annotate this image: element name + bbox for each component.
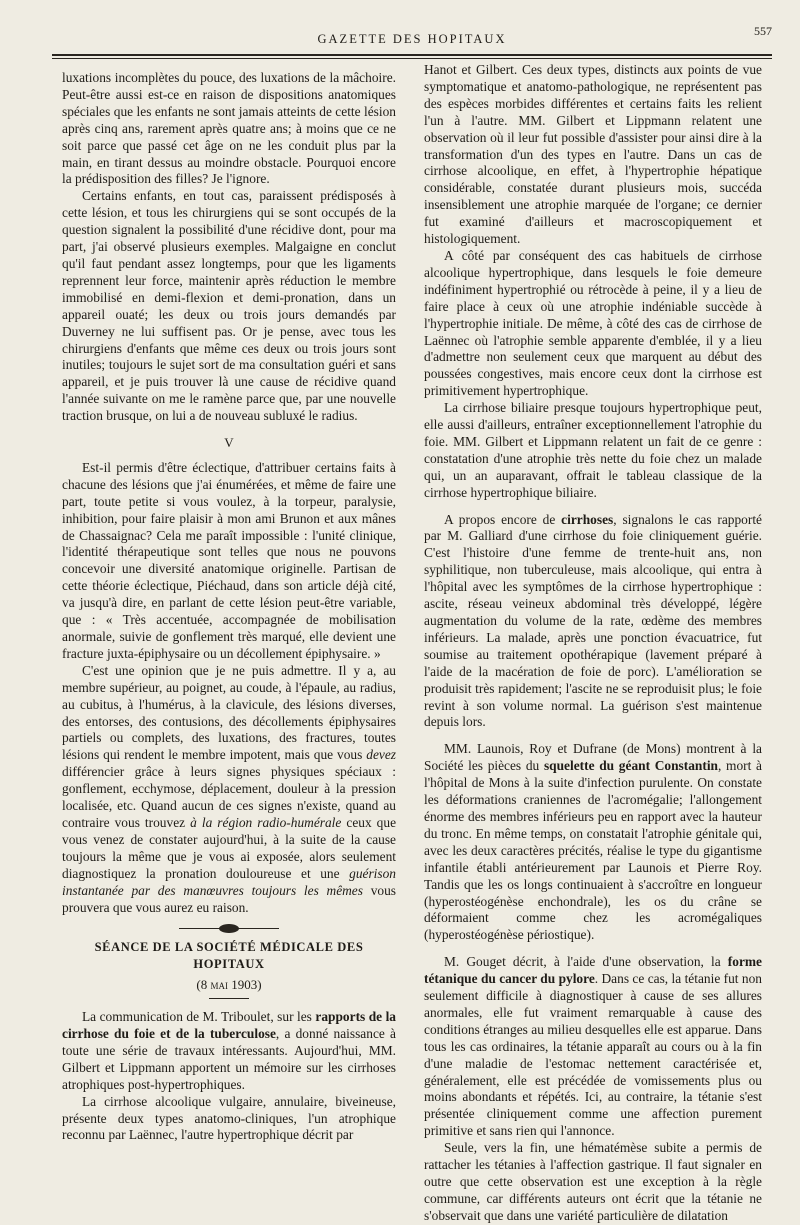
ornament-mark (219, 924, 239, 933)
text-run: C'est une opinion que je ne puis admettre. Il y a, au membre supérieur, au poignet, au coude, à l'épaule, au radius, au cubitus, à l'humérus, à la clavicule, des lésions diverses, des entorses, des contusions, des décollements épiphysaires partiels ou complets, des luxations, des fractures, toutes lésions qui rendent le membre impotent, mais que vous (62, 662, 396, 763)
bold-text: forme tétanique du cancer du pylore (424, 954, 762, 987)
short-rule (209, 998, 249, 999)
paragraph: luxations incomplètes du pouce, des luxations de la mâchoire. Peut-être aussi est-ce en raison de dispositions anatomiques spéciales que les enfants ne sont jamais atteints de cette lésion après cinq ans, rarement après quatre ans; à moins que ce ne soit parce que passé cet âge on ne les conduit plus par la main, en tirant dessus au moindre obstacle. Pourquoi encore la prédisposition des filles? Je l'ignore. (62, 70, 396, 187)
paragraph: Est-il permis d'être éclectique, d'attribuer certains faits à chacune des lésions que j'ai énumérées, et même de faire une part, toute petite si vous voulez, à la torpeur, paralysie, inhibition, pour faire plaisir à mon ami Brunon et aux mânes de Chassaignac? Cela me paraît impossible : l'unité clinique, l'identité thérapeutique sont telles que nous ne pouvons concevoir une diversité anatomique originelle. Partisan de cette théorie éclectique, Piéchaud, dans son article déjà cité, va jusqu'à dire, en parlant de cette lésion peut-être variable, que : « Très accentuée, accompagnée de mobilisation anormale, suivie de gonflement très marqué, elle devient une fracture juxta-épiphysaire ou un décollement épiphysaire. » (62, 459, 396, 661)
paragraph: Seule, vers la fin, une hématémèse subite a permis de rattacher les tétanies à l'affection gastrique. Il faut signaler en outre que cette observation est une exception à la règle commune, car différents auteurs ont écrit que la tétanie ne s'observait que dans une variété particulière de dilatation (424, 1140, 762, 1223)
paragraph (62, 1009, 396, 1094)
header-rule (52, 54, 772, 56)
paragraph: La cirrhose alcoolique vulgaire, annulaire, biveineuse, présente deux types anatomo-cliniques, l'un atrophique reconnu par Laënnec, l'autre hypertrophique décrit par (62, 1093, 396, 1143)
bold-text: squelette du géant Constantin (543, 758, 718, 774)
paragraph (62, 663, 396, 917)
italic-text: devez (366, 747, 396, 763)
section-date (62, 977, 396, 994)
italic-text: guérison instantanée par des manœuvres toujours les mêmes (62, 865, 396, 898)
paragraph: Hanot et Gilbert. Ces deux types, distincts aux points de vue symptomatique et anatomo-pathologique, ne représentent pas des espèces morbides différentes et certains faits les relient l'un à l'autre. MM. Gilbert et Lippmann relatent une observation où il leur fut possible d'assister pour ainsi dire à la transformation d'un des types en l'autre. Dans un cas de cirrhose alcoolique, en effet, à l'hypertrophie hépatique considérable, constatée durant plusieurs mois, succéda insensiblement une atrophie marquée de l'organe; ce dernier fut examiné d'ailleurs et macroscopiquement et histologiquement. (424, 62, 762, 247)
text-run: . Dans ce cas, la tétanie fut non seulement difficile à diagnostiquer à cause de ses allures anormales, elle fut vraiment remarquable à cause des conditions étranges au milieu desquelles elle est apparue. Dans tous les cas ordinaires, la tétanie apparaît au cours ou à la fin d'une maladie de l'estomac nettement caractérisée et, généralement, elle est précédée de vomissements plus ou moins abondants et répétés. Ici, au contraire, la tétanie s'est présentée cliniquement comme une affection purement primitive et sans rien qui l'annonce. (424, 971, 762, 1139)
paragraph: A côté par conséquent des cas habituels de cirrhose alcoolique hypertrophique, dans lesquels le foie demeure indéfiniment hypertrophié ou rétrocède à peine, il y a lieu de faire place à ceux où une atrophie indéniable succède à l'hypertrophie initiale. De même, à côté des cas de cirrhose de Laënnec où l'atrophie semble apparente d'emblée, il y a lieu d'admettre non seulement ceux que marquent au début des poussées congestives, mais encore ceux dont la cirrhose est primitivement hypertrophique. (424, 247, 762, 399)
page-header (52, 22, 772, 52)
page-number: 557 (754, 24, 772, 38)
paragraph (424, 954, 762, 1140)
text-run: différencier grâce à leurs signes physiques spéciaux : gonflement, ecchymose, déplacement, douleur à la pression localisée, etc. Quand aucun de ces signes n'existe, quand au contraire vous trouvez (62, 764, 396, 830)
paragraph (424, 512, 762, 732)
text-run: La communication de M. Triboulet, sur les (82, 1009, 316, 1025)
ornament-divider (179, 928, 279, 929)
bold-text: cirrhoses (561, 511, 614, 527)
text-run: M. Gouget décrit, à l'aide d'une observation, la (444, 954, 728, 970)
date-month: mai (210, 977, 228, 993)
italic-text: à la région radio-humérale (190, 814, 342, 830)
text-run: A propos encore de (444, 511, 562, 527)
header-rule-thin (52, 58, 772, 59)
text-run: ceux que vous venez de constater aujourd'hui, à la suite de la cause toujours la même que je vous ai exposée, alors seulement diagnostiquez la pronation douloureuse et une (62, 814, 397, 881)
paragraph: La cirrhose biliaire presque toujours hypertrophique peut, elle aussi d'ailleurs, entraîner exceptionnellement l'atrophie du foie. MM. Gilbert et Lippmann relatent un fait de ce genre : constatation d'une atrophie très nette du foie chez un malade qui, un an auparavant, offrait le tableau classique de la cirrhose hypertrophique biliaire. (424, 400, 762, 500)
paragraph: Certains enfants, en tout cas, paraissent prédisposés à cette lésion, et tous les chirurgiens qui se sont occupés de la question signalent la possibilité d'une récidive dont, pour ma part, j'ai observé plusieurs exemples. Malgaigne en conclut qu'il faut pendant assez longtemps, pour que les ligaments reprennent leur force, maintenir après réduction le membre immobilisé en demi-flexion et demi-pronation, dans un appareil ouaté; les deux ou trois jours demandés par Duverney ne lui suffisent pas. Or je pense, avec tous les chirurgiens d'enfants que même ces deux ou trois jours sont inutiles; toujours le sujet sort de ma consultation guéri et sans appareil, et je puis trouver là une cause de récidive quand l'année suivante on me le ramène parce que, par une nouvelle traction brusque, on lui a de nouveau subluxé le radius. (62, 188, 396, 424)
text-run: , signalons le cas rapporté par M. Galliard d'une cirrhose du foie cliniquement guérie. C'est l'histoire d'une femme de trente-huit ans, non syphilitique, non tuberculeuse, mais alcoolique, qui entra à l'hôpital avec les symptômes de la cirrhose hypertrophique : ascite, réseau veineux abdominal très développé, légère augmentation du volume de la rate, œdème des membres inférieurs. La malade, après une ponction évacuatrice, fut soumise au traitement opothérapique (lavement préparé à l'aide de la macération de foie de porc). L'amélioration se produisit très rapidement; l'ascite ne se reproduisit plus; le foie revint à son volume normal. La guérison s'est maintenue depuis lors. (424, 511, 763, 730)
section-title: SÉANCE DE LA SOCIÉTÉ MÉDICALE DES HOPITAUX (94, 940, 364, 972)
paragraph (424, 741, 762, 944)
bold-text: rapports de la cirrhose du foie et de la tuberculose (62, 1009, 396, 1042)
right-column (424, 62, 762, 1225)
text-run: , a donné naissance à toute une série de travaux intéressants. Aujourd'hui, MM. Gilbert et Lippmann apportent un mémoire sur les cirrhoses atrophiques post-hypertrophiques. (62, 1026, 396, 1092)
text-run: MM. Launois, Roy et Dufrane (de Mons) montrent à la Société les pièces du (424, 741, 762, 774)
text-run: , mort à l'hôpital de Mons à la suite d'infection purulente. On constate les déformations craniennes de l'acromégalie; l'allongement énorme des membres inférieurs peu en rapport avec la hauteur du tronc. En même temps, on constatait l'atrophie génitale qui, avec les deux caractères précités, réalise le type du gigantisme infantile établi antérieurement par Launois et Pierre Roy. Tandis que les os longs continuaient à s'accroître en longueur (hyperostéogénèse enchondrale), les os du crâne se déformaient comme chez les acromégaliques (hyperostéogénèse périostique). (424, 758, 762, 943)
section-numeral: V (224, 435, 234, 451)
left-column (62, 70, 396, 1144)
date-year: 1903) (231, 977, 262, 993)
text-run: vous prouvera que vous aurez eu raison. (62, 882, 396, 915)
journal-title: GAZETTE DES HOPITAUX (317, 32, 507, 46)
date-day: (8 (196, 977, 208, 993)
